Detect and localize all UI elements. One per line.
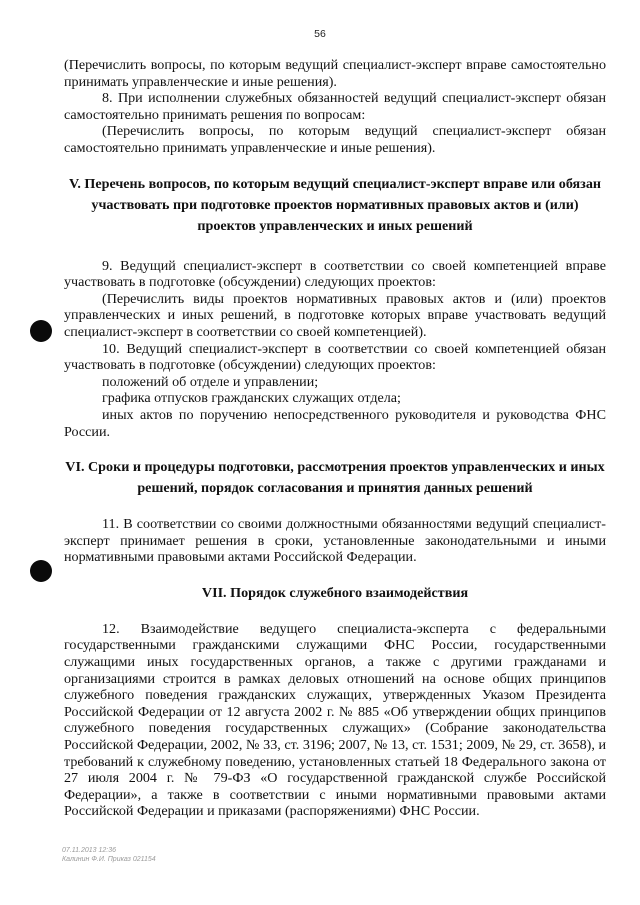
document-body <box>64 57 606 820</box>
section-vii-heading: VII. Порядок служебного взаимодействия <box>201 584 469 601</box>
section-vi-heading: VI. Сроки и процедуры подготовки, рассмотрения проектов управленческих и иных решений, порядок согласования и принятия данных решений <box>65 459 605 497</box>
section-v-heading: V. Перечень вопросов, по которым ведущий специалист-эксперт вправе или обязан участвовать при подготовке проектов нормативных правовых актов и (или) проектов управленческих и иных решений <box>68 175 601 234</box>
paragraph-8: 8. При исполнении служебных обязанностей ведущий специалист-эксперт обязан самостоятельно принимать решения по вопросам: <box>64 90 606 123</box>
document-stamp <box>62 846 156 864</box>
paragraph-9: 9. Ведущий специалист-эксперт в соответствии со своей компетенцией вправе участвовать в подготовке (обсуждении) следующих проектов: <box>64 257 606 291</box>
paragraph-10: 10. Ведущий специалист-эксперт в соответствии со своей компетенцией обязан участвовать в подготовке (обсуждении) следующих проектов: <box>64 340 606 374</box>
binder-hole-top <box>30 320 52 342</box>
list-item: положений об отделе и управлении; <box>102 373 319 390</box>
stamp-line: Калинин Ф.И. Приказ 021154 <box>62 856 156 863</box>
stamp-line: 07.11.2013 12:36 <box>62 847 116 854</box>
paragraph-8-note: (Перечислить вопросы, по которым ведущий специалист-эксперт обязан самостоятельно принимать управленческие и иные решения). <box>64 123 606 156</box>
paragraph-12: 12. Взаимодействие ведущего специалиста-эксперта с федеральными государственными гражданскими служащими ФНС России, государственными служащими иных государственных органов, а также с другими гражданами и организациями строится в рамках деловых отношений на основе общих принципов служебного поведения гражданских служащих, утвержденных Указом Президента Российской Федерации от 12 августа 2002 г. № 885 «Об утверждении общих принципов служебного поведения государственных служащих» (Собрание законодательства Российской Федерации, 2002, № 33, ст. 3196; 2007, № 13, ст. 1531; 2009, № 29, ст. 3658), и требований к служебному поведению, установленных статьей 18 Федерального закона от 27 июля 2004 г. № 79-ФЗ «О государственной гражданской службе Российской Федерации», а также в соответствии с иными нормативными правовыми актами Российской Федерации и приказами (распоряжениями) ФНС России. <box>64 620 606 820</box>
page-number: 56 <box>314 28 326 40</box>
list-item: иных актов по поручению непосредственного руководителя и руководства ФНС России. <box>64 406 606 440</box>
list-item: графика отпусков гражданских служащих отдела; <box>102 390 401 407</box>
paragraph-7-note: (Перечислить вопросы, по которым ведущий специалист-эксперт вправе самостоятельно принимать управленческие и иные решения). <box>64 57 606 90</box>
paragraph-9-note: (Перечислить виды проектов нормативных правовых актов и (или) проектов управленческих и иных решений, в подготовке которых вправе участвовать ведущий специалист-эксперт в соответствии со своей компетенцией). <box>64 290 606 340</box>
paragraph-11: 11. В соответствии со своими должностными обязанностями ведущий специалист-эксперт принимает решения в сроки, установленные законодательными и иными нормативными правовыми актами Российской Федерации. <box>64 516 606 566</box>
binder-hole-bottom <box>30 560 52 582</box>
